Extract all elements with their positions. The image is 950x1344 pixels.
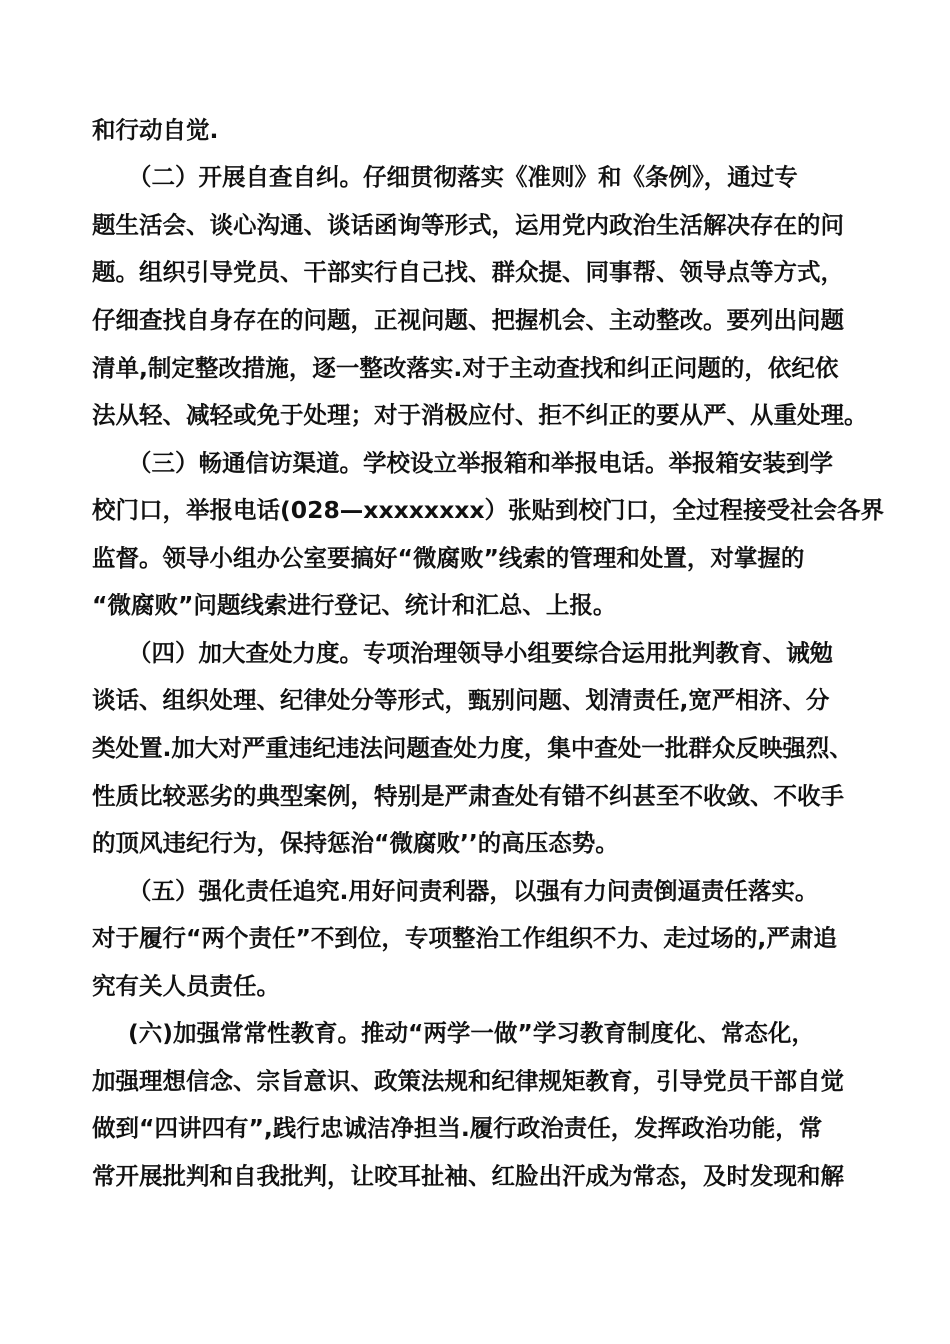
text-line: 题生活会、谈心沟通、谈话函询等形式，运用党内政治生活解决存在的问 — [92, 211, 844, 239]
text-line: (六)加强常常性教育。推动“两学一做”学习教育制度化、常态化， — [128, 1019, 815, 1047]
text-line: 加强理想信念、宗旨意识、政策法规和纪律规矩教育，引导党员干部自觉 — [92, 1067, 844, 1095]
text-line: 的顶风违纪行为，保持惩治“微腐败’’的高压态势。 — [92, 829, 619, 857]
text-line: 校门口，举报电话(028—xxxxxxxx）张贴到校门口，全过程接受社会各界 — [92, 496, 885, 524]
text-line: 做到“四讲四有”,践行忠诚洁净担当.履行政治责任，发挥政治功能，常 — [92, 1114, 823, 1142]
text-line: （三）畅通信访渠道。学校设立举报箱和举报电话。举报箱安装到学 — [128, 449, 833, 477]
text-line: 对于履行“两个责任”不到位，专项整治工作组织不力、走过场的,严肃追 — [92, 924, 837, 952]
text-line: 究有关人员责任。 — [92, 972, 280, 1000]
text-line: “微腐败”问题线索进行登记、统计和汇总、上报。 — [92, 591, 617, 619]
text-line: 法从轻、减轻或免于处理；对于消极应付、拒不纠正的要从严、从重处理。 — [92, 401, 868, 429]
text-line: （四）加大查处力度。专项治理领导小组要综合运用批判教育、诫勉 — [128, 639, 833, 667]
text-line: 仔细查找自身存在的问题，正视问题、把握机会、主动整改。要列出问题 — [92, 306, 844, 334]
text-line: 监督。领导小组办公室要搞好“微腐败”线索的管理和处置，对掌握的 — [92, 544, 805, 572]
text-line: 常开展批判和自我批判，让咬耳扯袖、红脸出汗成为常态，及时发现和解 — [92, 1162, 844, 1190]
text-line: 和行动自觉. — [92, 116, 219, 144]
text-line: （五）强化责任追究.用好问责利器，以强有力问责倒逼责任落实。 — [128, 877, 819, 905]
text-line: 类处置.加大对严重违纪违法问题查处力度，集中查处一批群众反映强烈、 — [92, 734, 853, 762]
text-line: 谈话、组织处理、纪律处分等形式，甄别问题、划清责任,宽严相济、分 — [92, 686, 830, 714]
text-line: 清单,制定整改措施，逐一整改落实.对于主动查找和纠正问题的，依纪依 — [92, 354, 839, 382]
text-line: （二）开展自查自纠。仔细贯彻落实《准则》和《条例》，通过专 — [128, 163, 798, 191]
text-line: 性质比较恶劣的典型案例，特别是严肃查处有错不纠甚至不收敛、不收手 — [92, 782, 844, 810]
text-line: 题。组织引导党员、干部实行自己找、群众提、同事帮、领导点等方式， — [92, 258, 844, 286]
